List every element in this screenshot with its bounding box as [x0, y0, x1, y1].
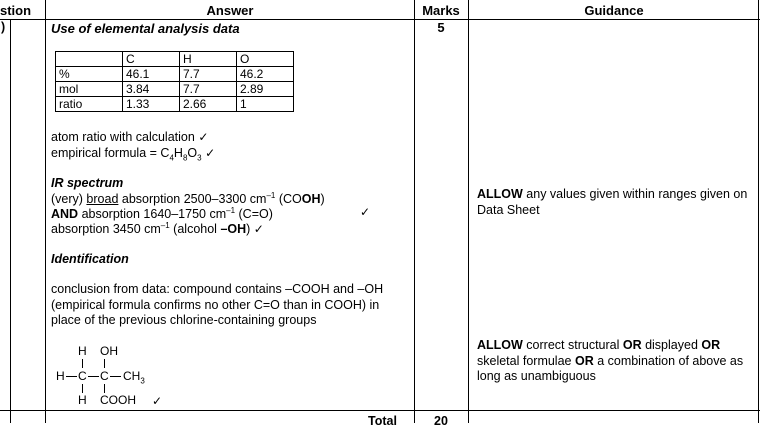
- group-oh-top: OH: [100, 344, 118, 358]
- empirical-formula-line: [51, 146, 215, 163]
- table-row: [56, 82, 294, 97]
- group-cooh: COOH: [100, 393, 136, 407]
- ir-line-2: [51, 206, 273, 221]
- table-cell: 46.2: [237, 67, 294, 82]
- ir-line1-f: ): [320, 192, 325, 207]
- table-cell: ratio: [56, 97, 123, 112]
- ir-line2-end: (C=O): [235, 207, 273, 222]
- ir-heading: IR spectrum: [51, 176, 124, 190]
- atom-ratio-text: atom ratio with calculation: [51, 130, 195, 144]
- check-icon: ✓: [253, 222, 264, 237]
- section-heading: Use of elemental analysis data: [51, 21, 240, 36]
- header-answer: Answer: [206, 3, 254, 18]
- check-icon: ✓: [152, 394, 163, 408]
- bond: [66, 376, 77, 377]
- atom-h-top: H: [78, 344, 87, 358]
- ir-line1-broad: broad: [86, 192, 119, 207]
- atom-c1: C: [78, 369, 87, 383]
- guidance-text: skeletal formulae: [477, 353, 575, 368]
- table-cell: mol: [56, 82, 123, 97]
- check-icon: ✓: [360, 205, 371, 219]
- marks-value: 5: [437, 20, 445, 35]
- ir-line3-oh: –OH: [220, 222, 247, 237]
- formula-h: H: [173, 146, 183, 160]
- ir-line1-a: (very): [51, 192, 87, 207]
- formula-c-sub: 4: [169, 153, 174, 163]
- total-label: Total: [368, 414, 397, 428]
- table-row: [56, 97, 294, 112]
- formula-c: C: [160, 146, 170, 160]
- table-cell: C: [123, 52, 180, 67]
- formula-o: O: [187, 146, 198, 160]
- divider-answer: [414, 0, 415, 423]
- ir-line2-sup: –1: [226, 206, 236, 215]
- ir-line3-sup: –1: [160, 221, 170, 230]
- table-cell: %: [56, 67, 123, 82]
- check-icon: ✓: [198, 130, 209, 144]
- ir-line3-close: ): [246, 222, 251, 237]
- ir-line1-oh: OH: [301, 192, 321, 207]
- divider-inner: [10, 19, 11, 423]
- bond: [88, 376, 99, 377]
- header-marks: Marks: [422, 3, 460, 18]
- table-cell: 2.66: [180, 97, 237, 112]
- row-divider: [0, 410, 760, 411]
- guidance-ir: [477, 187, 751, 218]
- empirical-formula-prefix: empirical formula =: [51, 146, 161, 160]
- group-ch3-text: CH: [123, 369, 141, 383]
- divider-right: [758, 0, 759, 423]
- ir-line1-sup: –1: [266, 191, 276, 200]
- or-label: OR: [701, 338, 721, 352]
- bond: [104, 384, 105, 393]
- table-cell: H: [180, 52, 237, 67]
- table-cell: 1: [237, 97, 294, 112]
- guidance-text: correct structural: [522, 338, 623, 352]
- allow-label: ALLOW: [477, 187, 523, 201]
- table-header-row: [0, 0, 760, 20]
- table-cell: 46.1: [123, 67, 180, 82]
- elemental-analysis-table: [55, 51, 294, 112]
- table-row: [56, 52, 294, 67]
- ir-line3-a: absorption 3450 cm: [51, 222, 161, 237]
- ir-line1-c: absorption 2500–3300 cm: [118, 192, 267, 207]
- guidance-text: a combination of above as long as unambiguous: [477, 353, 744, 383]
- bond: [82, 384, 83, 393]
- or-label: OR: [574, 353, 594, 368]
- check-icon: ✓: [205, 146, 216, 160]
- guidance-ir-text: any values given within ranges given on Data Sheet: [477, 187, 748, 217]
- identification-heading: Identification: [51, 252, 129, 266]
- table-row: [56, 67, 294, 82]
- total-value: 20: [434, 414, 448, 428]
- group-ch3: [123, 369, 145, 385]
- bond: [104, 359, 105, 368]
- table-cell: O: [237, 52, 294, 67]
- guidance-text: displayed: [641, 338, 702, 352]
- atom-h-bottom: H: [78, 393, 87, 407]
- ir-line3-b: (alcohol: [169, 222, 221, 237]
- atom-ratio-line: [51, 130, 208, 144]
- table-cell: 7.7: [180, 67, 237, 82]
- bond: [82, 359, 83, 368]
- ir-line2-rest: absorption 1640–1750 cm: [78, 207, 227, 222]
- table-cell: 7.7: [180, 82, 237, 97]
- ir-line-1: [51, 191, 325, 206]
- guidance-structure: [477, 338, 751, 385]
- group-ch3-sub: 3: [140, 376, 145, 386]
- header-question: stion: [0, 3, 32, 18]
- ir-line2-and: AND: [51, 207, 79, 222]
- table-cell: [56, 52, 123, 67]
- bond: [110, 376, 121, 377]
- allow-label: ALLOW: [477, 338, 523, 352]
- formula-h-sub: 8: [182, 153, 188, 163]
- divider-marks: [468, 0, 469, 423]
- atom-h-left: H: [56, 369, 65, 383]
- conclusion-text: conclusion from data: compound contains –COOH and –OH (empirical formula confirms no other C=O than in COOH) in place of the previous chlorine-containing groups: [51, 282, 384, 327]
- table-cell: 2.89: [237, 82, 294, 97]
- divider-question: [45, 0, 46, 423]
- or-label: OR: [622, 338, 642, 352]
- formula-o-sub: 3: [197, 153, 202, 163]
- atom-c2: C: [100, 369, 109, 383]
- table-cell: 1.33: [123, 97, 180, 112]
- ir-line1-d: (CO: [275, 192, 302, 207]
- header-guidance: Guidance: [584, 3, 644, 18]
- question-part: ): [1, 20, 6, 34]
- ir-line-3: [51, 221, 264, 236]
- table-cell: 3.84: [123, 82, 180, 97]
